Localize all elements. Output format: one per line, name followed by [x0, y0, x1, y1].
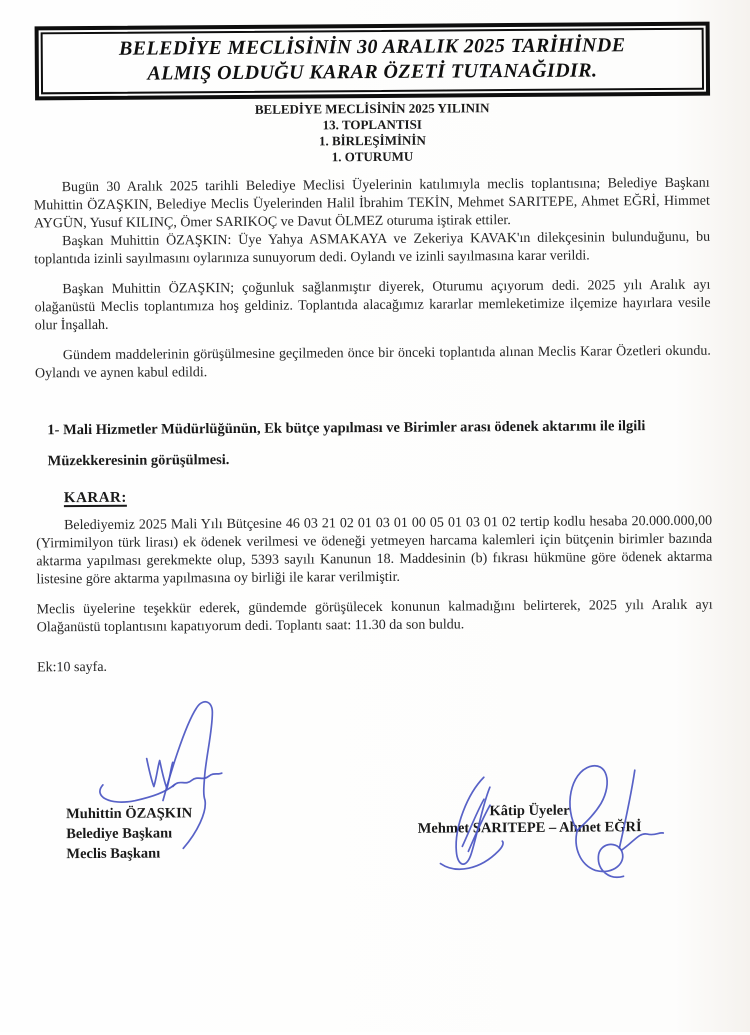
meeting-header-sitting: 1. OTURUMU	[331, 148, 414, 165]
meeting-header-session: 13. TOPLANTISI	[322, 116, 422, 133]
paragraph-leave-request: Başkan Muhittin ÖZAŞKIN: Üye Yahya ASMAKAYA ve Zekeriya KAVAK'ın dilekçesinin bulunduğunu, bu toplantıda izinli sayılmasını oylarınıza sunuyorum dedi. Oylandı ve izinli sayılmasına karar verildi.	[34, 229, 711, 268]
paragraph-closing: Meclis üyelerine teşekkür ederek, gündemde görüşülecek konunun kalmadığını belirterek, 2025 yılı Aralık ayı Olağanüstü toplantısını kapatıyorum dedi. Toplantı saat: 11.30 da son buldu.	[36, 597, 713, 636]
document-body	[34, 175, 713, 678]
clerks-role: Kâtip Üyeler	[489, 802, 570, 820]
chairman-title-council: Meclis Başkanı	[66, 845, 161, 863]
title-box-inner	[41, 28, 704, 95]
decision-label: KARAR:	[63, 489, 127, 507]
chairman-signature-block	[66, 803, 193, 864]
paragraph-previous-minutes: Gündem maddelerinin görüşülmesine geçilmeden önce bir önceki toplantıda alınan Meclis Karar Özetleri okundu. Oylandı ve aynen kabul edildi.	[34, 343, 711, 382]
signature-area	[1, 687, 750, 1034]
paragraph-attendance: Bugün 30 Aralık 2025 tarihli Belediye Meclisi Üyelerinin katılımıyla meclis toplantısına; Belediye Başkanı Muhittin ÖZAŞKIN, Belediye Meclis Üyelerinden Halil İbrahim TEKİN, Mehmet SARITEPE, Ahmet EĞRİ, Himmet AYGÜN, Yusuf KILINÇ, Ömer SARIKOÇ ve Davut ÖLMEZ oturuma iştirak ettiler.	[33, 175, 710, 232]
clerks-signature-block	[387, 802, 672, 838]
document-title-line-2: ALMIŞ OLDUĞU KARAR ÖZETİ TUTANAĞIDIR.	[147, 59, 598, 85]
chairman-title-mayor: Belediye Başkanı	[66, 825, 173, 843]
attachment-note: Ek:10 sayfa.	[36, 659, 108, 676]
chairman-name: Muhittin ÖZAŞKIN	[66, 805, 193, 823]
meeting-header-assembly: 1. BİRLEŞİMİNİN	[318, 132, 426, 149]
meeting-header-year: BELEDİYE MECLİSİNİN 2025 YILININ	[254, 100, 490, 117]
agenda-item-heading: 1- Mali Hizmetler Müdürlüğünün, Ek bütçe yapılması ve Birimler arası ödenek aktarımı ile ilgili Müzekkeresinin görüşülmesi.	[47, 418, 646, 470]
title-box	[35, 22, 711, 101]
paragraph-decision-body: Belediyemiz 2025 Mali Yılı Bütçesine 46 03 21 02 01 03 01 00 05 01 03 01 02 tertip kodlu hesaba 20.000.000,00 (Yirmimilyon türk lirası) ek ödenek verilmesi ve ödeneği yetmeyen harcama kalemleri için bütçenin birimler bazında aktarma yapılması gerekmekte olup, 5393 sayılı Kanunun 18. Maddesinin (b) fıkrası hükmüne göre ödenek aktarma listesine göre aktarma yapılmasına oy birliği ile karar verilmiştir.	[36, 513, 713, 588]
clerks-names: Mehmet SARITEPE – Ahmet EĞRİ	[417, 819, 642, 837]
document-title-line-1: BELEDİYE MECLİSİNİN 30 ARALIK 2025 TARİHİNDE	[118, 34, 626, 60]
meeting-header	[0, 98, 748, 167]
paragraph-opening: Başkan Muhittin ÖZAŞKIN; çoğunluk sağlanmıştır diyerek, Oturumu açıyorum dedi. 2025 yılı Aralık ayı olağanüstü Meclis toplantımıza hoş geldiniz. Toplantıda alacağımız kararlar memleketimize ilçemize hayırlara vesile olur İnşallah.	[34, 277, 711, 334]
